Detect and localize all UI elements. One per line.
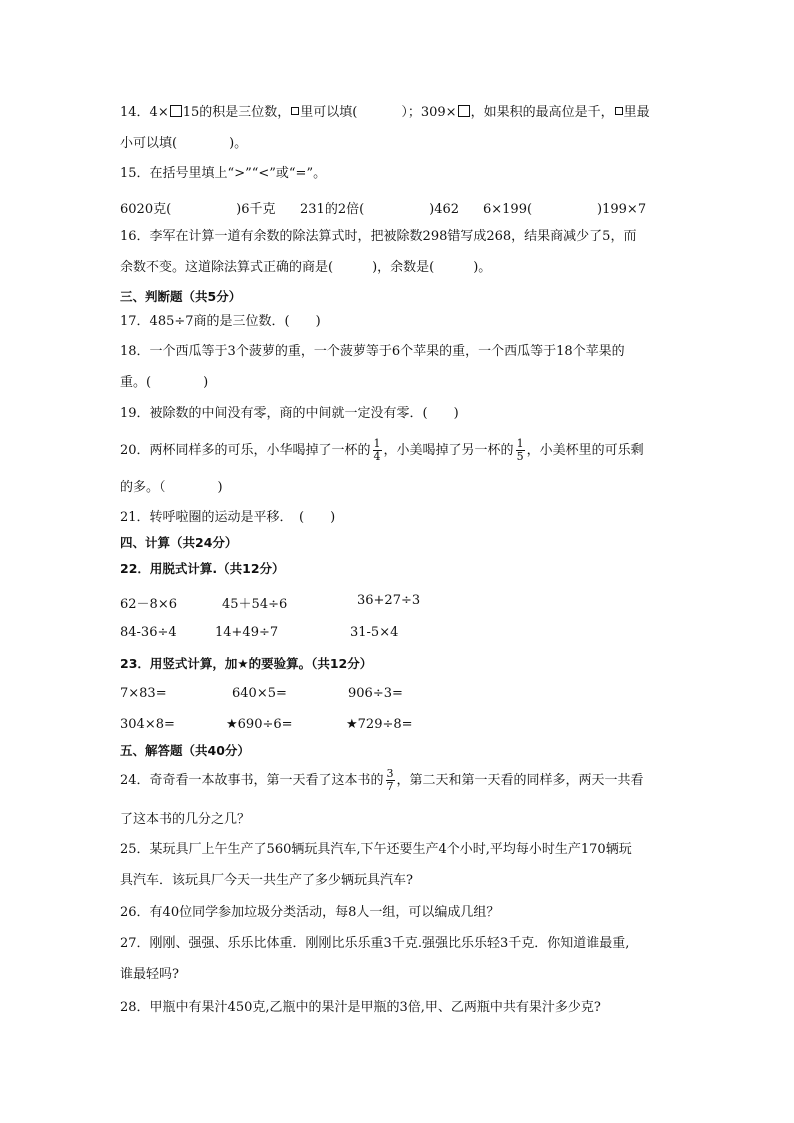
q24-line1: 24．奇奇看一本故事书，第一天看了这本书的 $\frac{3}{7}$ ，第二天和第一天看的同样多，两天一共看: [120, 767, 644, 793]
q15-item2: 231的2倍( )462: [300, 202, 460, 217]
q14-line1: 14．4× 15的积是三位数， 里可以填( ）；309× ，如果积的最高位是千， 里最: [120, 105, 650, 120]
q23-expr: 7×83=: [120, 686, 167, 701]
q25-line2: 具汽车．该玩具厂今天一共生产了多少辆玩具汽车?: [120, 873, 413, 888]
q20-line1: 20．两杯同样多的可乐，小华喝掉了一杯的 $\frac{1}{4}$ ，小美喝掉了另一杯的 $\frac{1}{5}$ ，小美杯里的可乐剩: [120, 437, 644, 463]
fraction-one-fifth: $\frac{1}{5}$: [516, 437, 524, 463]
q22-expr: 36+27÷3: [357, 593, 421, 608]
q28: 28．甲瓶中有果汁450克,乙瓶中的果汁是甲瓶的3倍,甲、乙两瓶中共有果汁多少克?: [120, 1000, 601, 1015]
blank-square-small: [615, 107, 623, 115]
q24-line2: 了这本书的几分之几？: [120, 812, 251, 827]
q23-expr: 906÷3=: [348, 686, 403, 701]
q15-item3: 6×199( )199×7: [483, 202, 647, 217]
q22-expr: 31-5×4: [350, 625, 399, 640]
q14-line2: 小可以填( )。: [120, 136, 248, 151]
q22-expr: 62－8×6: [120, 597, 177, 612]
q27-line2: 谁最轻吗?: [120, 967, 179, 982]
blank-square[interactable]: [458, 105, 470, 117]
section-4-heading: 四、计算（共24分）: [120, 535, 238, 550]
q23-expr: ★729÷8=: [346, 717, 413, 732]
q15-title: 15．在括号里填上“>”“<”或“=”。: [120, 166, 327, 181]
q23-expr: ★690÷6=: [226, 717, 293, 732]
q26: 26．有40位同学参加垃圾分类活动，每8人一组，可以编成几组？: [120, 905, 500, 920]
q18-line2: 重。( ): [120, 375, 209, 390]
section-5-heading: 五、解答题（共40分）: [120, 743, 250, 758]
q22-expr: 84-36÷4: [120, 625, 177, 640]
blank-square-small: [291, 107, 299, 115]
q22-expr: 45＋54÷6: [222, 597, 288, 612]
fraction-one-quarter: $\frac{1}{4}$: [373, 437, 381, 463]
q23-title: 23．用竖式计算，加★的要验算。（共12分）: [120, 656, 373, 671]
q16-line1: 16．李军在计算一道有余数的除法算式时，把被除数298错写成268，结果商减少了5，而: [120, 229, 637, 244]
q17: 17．485÷7商的是三位数．( ): [120, 314, 321, 329]
q21: 21．转呼啦圈的运动是平移． ( ): [120, 510, 336, 525]
q23-expr: 640×5=: [232, 686, 287, 701]
q20-line2: 的多。（ ): [120, 480, 223, 495]
fraction-three-sevenths: $\frac{3}{7}$: [386, 767, 394, 793]
q19: 19．被除数的中间没有零，商的中间就一定没有零．( ): [120, 406, 459, 421]
q25-line1: 25．某玩具厂上午生产了560辆玩具汽车,下午还要生产4个小时,平均每小时生产170辆玩: [120, 842, 632, 857]
q22-title: 22．用脱式计算.（共12分）: [120, 561, 285, 576]
q27-line1: 27．刚刚、强强、乐乐比体重．刚刚比乐乐重3千克.强强比乐乐轻3千克．你知道谁最重,: [120, 936, 630, 951]
section-3-heading: 三、判断题（共5分）: [120, 289, 242, 304]
q18-line1: 18．一个西瓜等于3个菠萝的重，一个菠萝等于6个苹果的重，一个西瓜等于18个苹果的: [120, 344, 625, 359]
blank-square[interactable]: [170, 105, 182, 117]
q15-item1: 6020克( )6千克: [120, 202, 276, 217]
q23-expr: 304×8=: [120, 717, 175, 732]
q22-expr: 14+49÷7: [215, 625, 279, 640]
q16-line2: 余数不变。这道除法算式正确的商是( )，余数是( )。: [120, 260, 492, 275]
